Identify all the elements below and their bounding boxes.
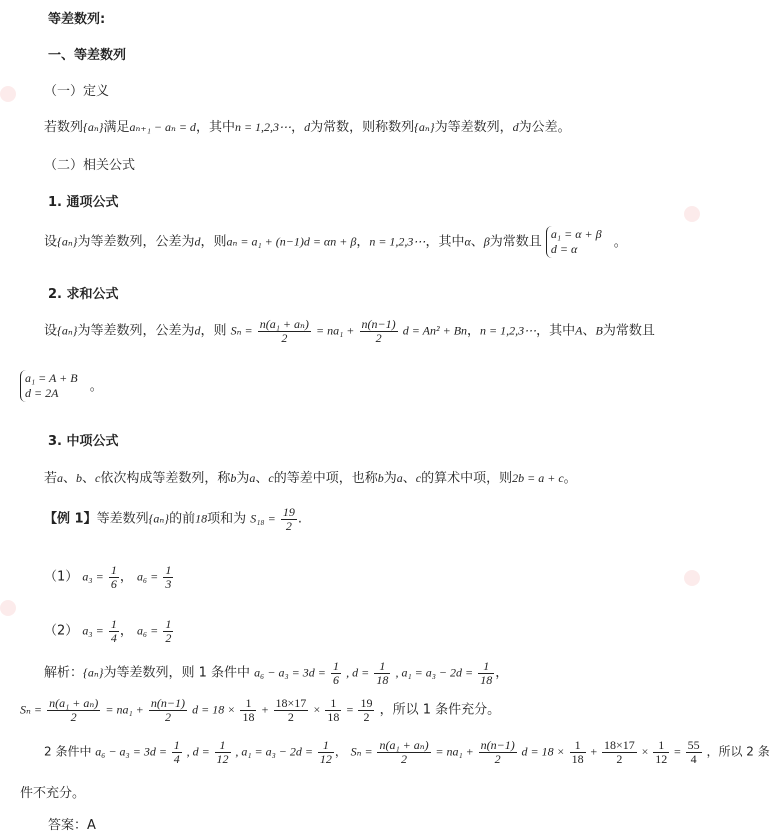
- sum-condition-line: a₁ = A + B d = 2A 。: [20, 370, 720, 402]
- watermark-dot: [0, 86, 16, 102]
- general-term-paragraph: 设{aₙ}为等差数列，公差为d，则aₙ = a₁ + (n−1)d = αn + β，n = 1,2,3⋯，其中α、β为常数且 a₁ = α + β d = α 。: [44, 227, 627, 256]
- condition-system: a₁ = α + β d = α: [546, 226, 602, 258]
- answer-line: 答案：A: [48, 818, 96, 833]
- solution-line-2: Sₙ = $\frac{\text{n(a₁ + aₙ)}}{2}$ = na₁ + $\frac{n(n-1)}{2}$ d = 18 × $\frac{1}{18}$ + $\frac{18\times 17}{2}$ × $\frac{1}{18}$ = $\frac{19}{2}$ ，所以 1 条件充分。: [20, 696, 501, 724]
- formula-heading-2: 2. 求和公式: [48, 287, 119, 302]
- watermark-dot: [0, 600, 16, 616]
- definition-paragraph: 若数列{aₙ}满足aₙ₊₁ − aₙ = d，其中n = 1,2,3⋯，d为常数，则称数列{aₙ}为等差数列，d为公差。: [44, 120, 571, 135]
- condition-1: （1） a₃ = $\frac{1}{6}$ ， a₆ = $\frac{1}{3}$: [44, 563, 172, 591]
- subsection-definition: （一）定义: [44, 84, 110, 99]
- example-question: 【例 1】等差数列{aₙ}的前18项和为 S₁₈ = $\frac{19}{2}$ .: [44, 505, 302, 533]
- subsection-formulas: （二）相关公式: [44, 158, 136, 173]
- middle-term-paragraph: 若a、b、c依次构成等差数列，称b为a、c的等差中项，也称b为a、c的算术中项，则2b = a + c。: [44, 471, 577, 486]
- solution-line-4: 件不充分。: [20, 786, 86, 801]
- condition-2: （2） a₃ = $\frac{1}{4}$ ， a₆ = $\frac{1}{2}$: [44, 617, 172, 645]
- solution-line-3: 2 条件中 a₆ − a₃ = 3d = $\frac{1}{4}$ , d = $\frac{1}{12}$ , a₁ = a₃ − 2d = $\frac{1}{12}$ ， Sₙ = $\frac{\text{n(a₁ + aₙ)}}{2}$ = na₁ + $\frac{n(n-1)}{2}$ d = 18 × $\frac{1}{18}$ + $\frac{18\times 17}{2}$ × $\frac{1}{12}$ = $\frac{55}{4}$ ，所以 2 条: [44, 738, 770, 766]
- formula-heading-3: 3. 中项公式: [48, 434, 119, 449]
- page-title: 等差数列:: [48, 12, 106, 27]
- answer-value: A: [87, 818, 96, 833]
- sum-formula-paragraph: 设{aₙ}为等差数列，公差为d，则 Sₙ = $\frac{\text{n(a₁ + aₙ)}}{2}$ = na₁ + $\frac{n(n-1)}{2}$ d = An² + Bn，n = 1,2,3⋯，其中A、B为常数且: [44, 317, 655, 345]
- formula-heading-1: 1. 通项公式: [48, 195, 119, 210]
- section-heading-1: 一、等差数列: [48, 48, 127, 63]
- condition-system: a₁ = A + B d = 2A: [20, 370, 78, 402]
- solution-line-1: 解析：{aₙ}为等差数列，则 1 条件中 a₆ − a₃ = 3d = $\frac{1}{6}$ , d = $\frac{1}{18}$ , a₁ = a₃ − 2d = $\frac{1}{18}$ ，: [44, 659, 509, 687]
